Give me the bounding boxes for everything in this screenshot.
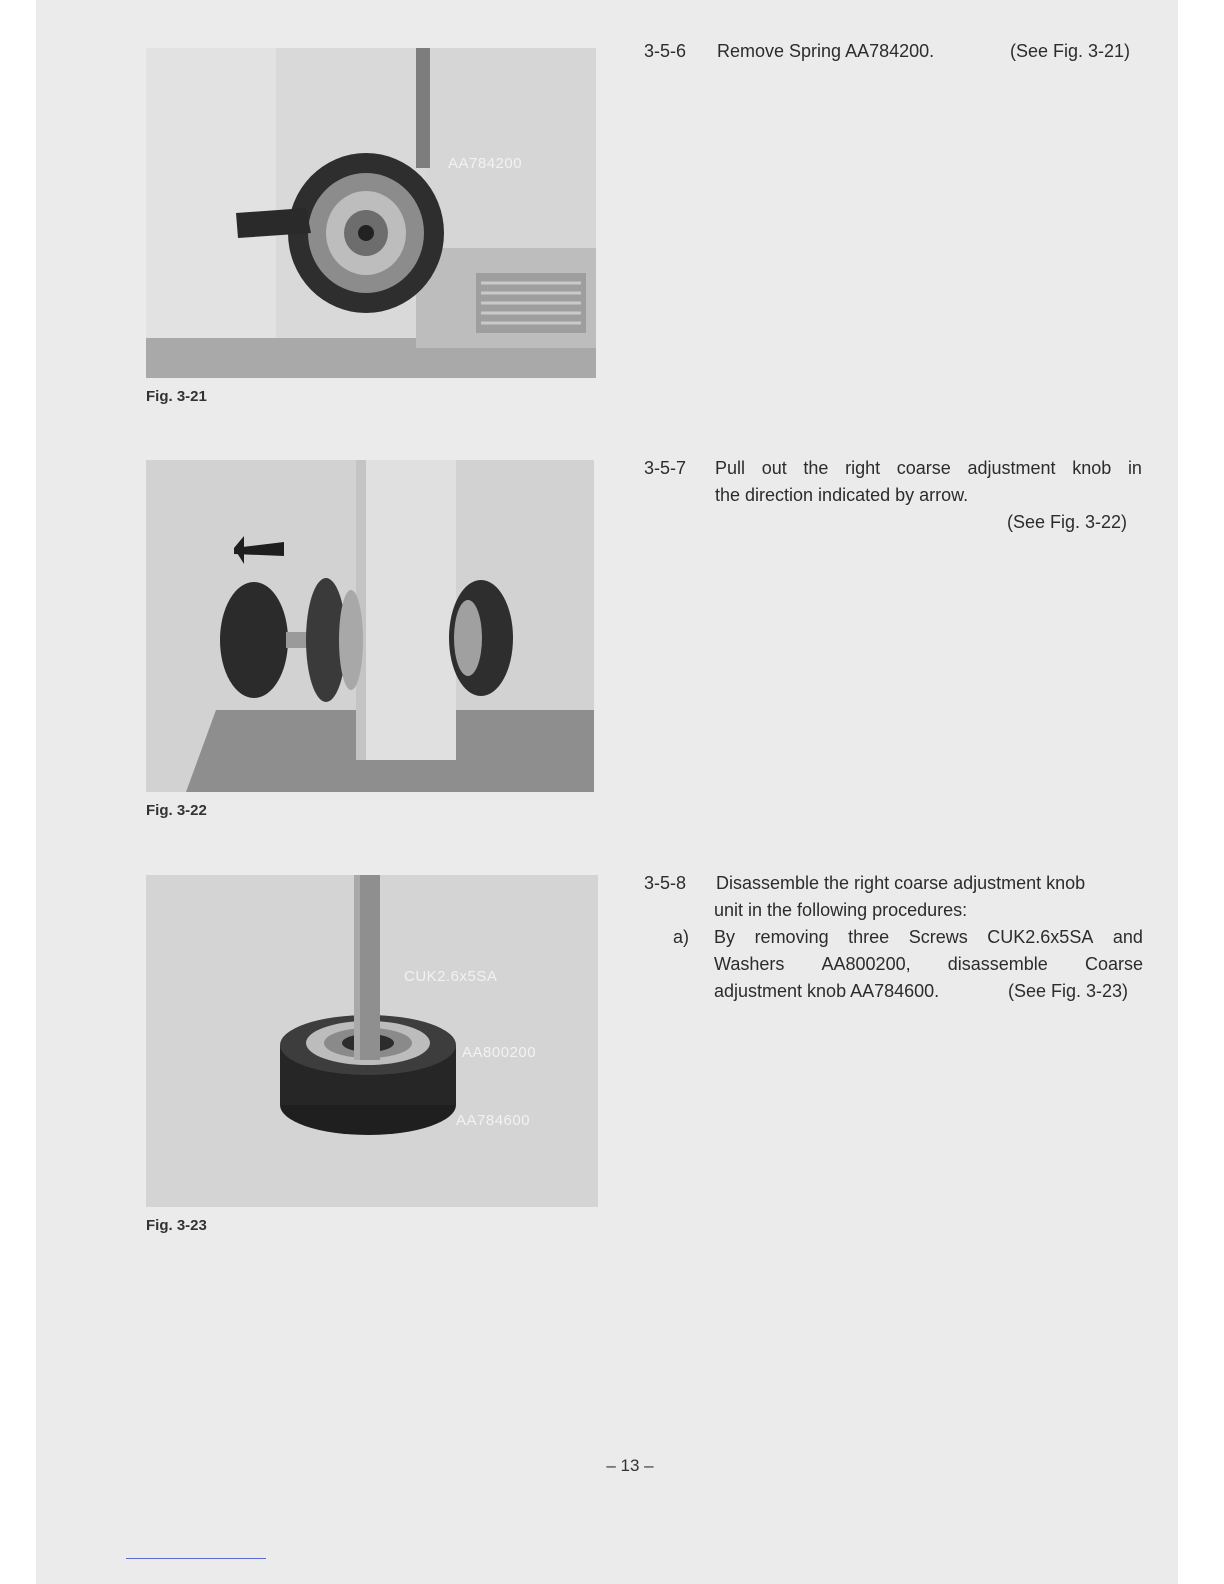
- word: By: [714, 927, 736, 947]
- callout-aa784200: AA784200: [448, 155, 523, 172]
- figure-caption: Fig. 3-23: [146, 1217, 207, 1234]
- sub-step-line: adjustment knob AA784600.: [714, 981, 940, 1001]
- step-text-line: [715, 455, 1142, 482]
- figure-3-21-photo: [146, 48, 596, 378]
- sub-step-marker: a): [673, 927, 690, 947]
- footer-rule: [126, 1558, 266, 1559]
- page-number: – 13 –: [606, 1456, 654, 1475]
- word: removing: [754, 927, 829, 947]
- word: knob: [1072, 458, 1112, 478]
- word: CUK2.6x5SA: [987, 927, 1094, 947]
- word: three: [848, 927, 890, 947]
- figure-reference: (See Fig. 3-21): [1010, 41, 1131, 61]
- figure-reference: (See Fig. 3-23): [1008, 981, 1129, 1001]
- figure-3-23-photo: [146, 875, 598, 1207]
- word: Pull: [715, 458, 746, 478]
- word: coarse: [896, 458, 951, 478]
- word: disassemble: [947, 954, 1048, 974]
- step-number: 3-5-6: [644, 41, 687, 61]
- step-number: 3-5-7: [644, 458, 687, 478]
- word: AA800200,: [821, 954, 911, 974]
- callout-cuk2-6x5sa: CUK2.6x5SA: [404, 968, 498, 985]
- sub-step-line: [714, 924, 1143, 951]
- step-text: Remove Spring AA784200.: [717, 41, 935, 61]
- sub-step-line: [714, 951, 1143, 978]
- step-number: 3-5-8: [644, 873, 687, 893]
- figure-reference: (See Fig. 3-22): [1007, 512, 1128, 532]
- word: and: [1112, 927, 1143, 947]
- step-text-line: Disassemble the right coarse adjustment knob: [716, 873, 1086, 893]
- word: Coarse: [1084, 954, 1143, 974]
- figure-caption: Fig. 3-22: [146, 802, 207, 819]
- word: Screws: [908, 927, 968, 947]
- callout-aa784600: AA784600: [456, 1112, 531, 1129]
- step-text-line: the direction indicated by arrow.: [715, 485, 969, 505]
- figure-3-22-photo: [146, 460, 594, 792]
- word: in: [1127, 458, 1142, 478]
- word: right: [845, 458, 881, 478]
- figure-caption: Fig. 3-21: [146, 388, 207, 405]
- word: out: [761, 458, 787, 478]
- word: adjustment: [967, 458, 1056, 478]
- step-text-line: unit in the following procedures:: [714, 900, 968, 920]
- word: Washers: [714, 954, 785, 974]
- callout-aa800200: AA800200: [462, 1044, 537, 1061]
- word: the: [803, 458, 829, 478]
